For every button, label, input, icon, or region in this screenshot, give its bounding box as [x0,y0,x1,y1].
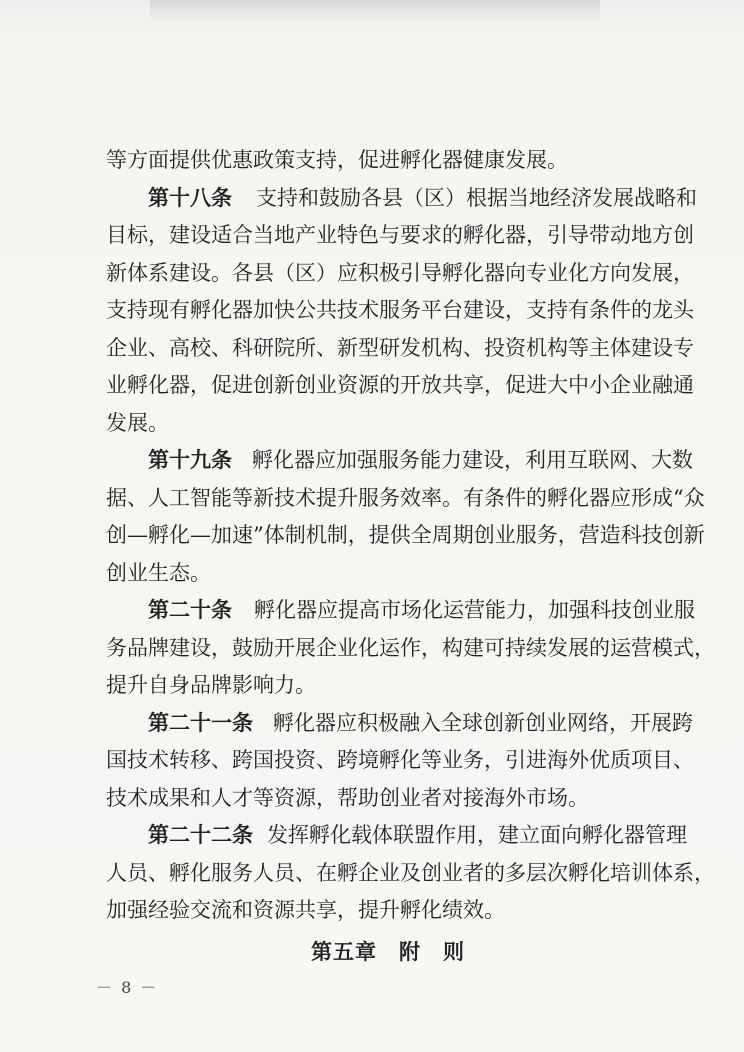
line-text: 业孵化器，促进创新创业资源的开放共享，促进大中小企业融通 [106,373,694,397]
article-20-title: 第二十条 [148,597,232,622]
body-line [106,748,694,772]
line-text: 目标，建设适合当地产业特色与要求的孵化器，引导带动地方创 [106,223,694,247]
line-text: 国技术转移、跨国投资、跨境孵化等业务，引进海外优质项目、 [106,748,694,772]
line-text: 企业、高校、科研院所、新型研发机构、投资机构等主体建设专 [106,336,694,360]
line-text: 新体系建设。各县（区）应积极引导孵化器向专业化方向发展， [106,261,694,285]
article-19-title: 第十九条 [148,447,232,472]
article-18-title: 第十八条 [148,185,232,210]
article-18-first-line [148,186,697,210]
article-22-first-line [148,823,687,847]
body-line [106,486,705,510]
article-20-first-line [148,598,695,622]
body-line [106,861,715,885]
chapter-heading: 第五章 附 则 [311,939,465,964]
body-line [106,561,211,585]
article-21-first-line [148,711,693,735]
line-text: 提升自身品牌影响力。 [106,673,316,697]
body-line [106,898,505,922]
line-text: 创业生态。 [106,561,211,585]
body-line [106,673,316,697]
line-text: 支持和鼓励各县（区）根据当地经济发展战略和 [256,186,697,210]
body-line [106,411,169,435]
line-text: 支持现有孵化器加快公共技术服务平台建设，支持有条件的龙头 [106,298,694,322]
page-number: － 8 － [96,978,159,997]
body-line [106,373,694,397]
line-text: 发挥孵化载体联盟作用，建立面向孵化器管理 [267,823,687,847]
body-line [106,786,589,810]
line-text: 孵化器应加强服务能力建设，利用互联网、大数 [252,448,693,472]
line-text: 务品牌建设，鼓励开展企业化运作，构建可持续发展的运营模式， [106,636,715,660]
body-line [106,148,568,172]
line-text: 加强经验交流和资源共享，提升孵化绩效。 [106,898,505,922]
body-line [106,336,694,360]
body-line [106,223,694,247]
line-text: 孵化器应提高市场化运营能力，加强科技创业服 [254,598,695,622]
body-line [106,523,705,547]
body-line [106,298,694,322]
line-text: 技术成果和人才等资源，帮助创业者对接海外市场。 [106,786,589,810]
article-21-title: 第二十一条 [148,710,253,735]
scan-bleed-through [150,0,600,22]
body-line [106,261,694,285]
line-text: 等方面提供优惠政策支持，促进孵化器健康发展。 [106,148,568,172]
line-text: 创—孵化—加速”体制机制，提供全周期创业服务，营造科技创新 [106,523,705,547]
line-text: 人员、孵化服务人员、在孵企业及创业者的多层次孵化培训体系， [106,861,715,885]
line-text: 孵化器应积极融入全球创新创业网络，开展跨 [273,711,693,735]
line-text: 发展。 [106,411,169,435]
article-22-title: 第二十二条 [148,822,253,847]
line-text: 据、人工智能等新技术提升服务效率。有条件的孵化器应形成“众 [106,486,705,510]
body-line [106,636,715,660]
article-19-first-line [148,448,693,472]
